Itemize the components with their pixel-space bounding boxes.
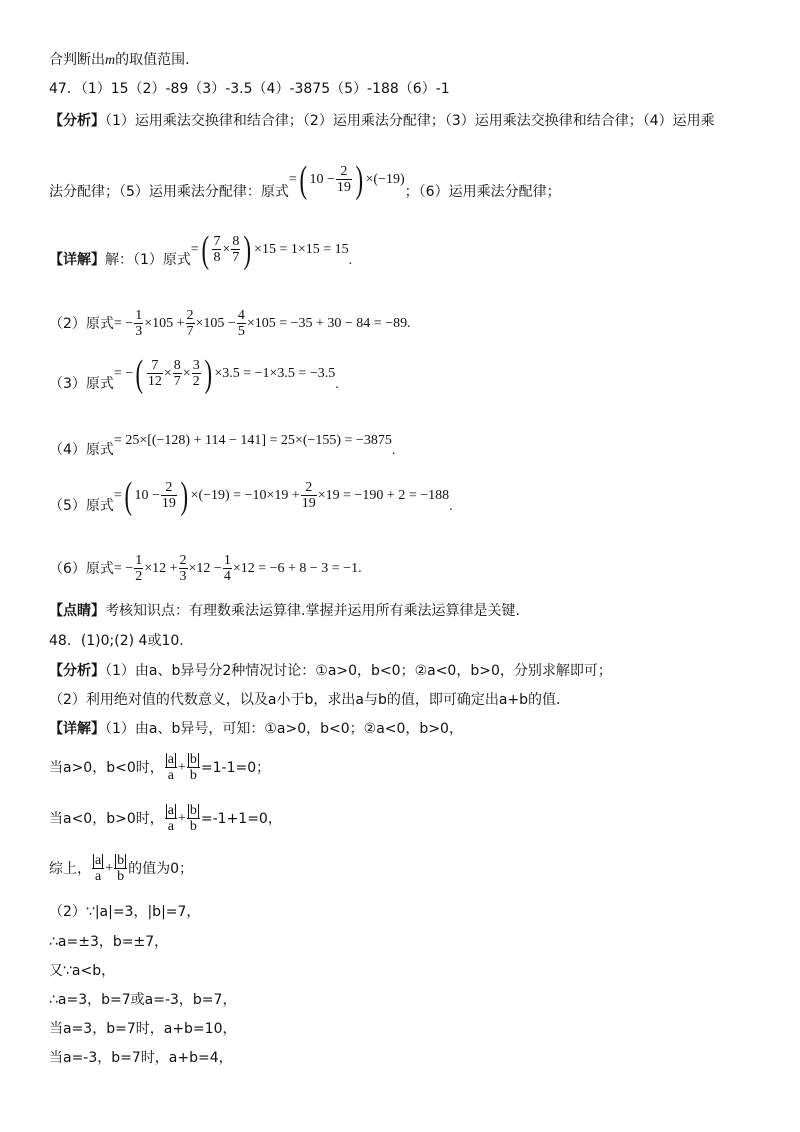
fraction: [92, 854, 104, 884]
text: （1）由a、b异号分2种情况讨论：①a>0，b<0；②a<0，b>0，分别求解即可；: [105, 663, 612, 679]
paren-left: (: [135, 352, 144, 395]
detail-47-4: [49, 430, 770, 470]
denominator: 19: [336, 179, 351, 195]
text: 解：（1）原式: [105, 252, 191, 268]
eq-sign: =: [288, 172, 297, 187]
abs-b: b: [189, 751, 197, 767]
fraction: [192, 359, 201, 389]
text: （3）原式: [49, 376, 114, 392]
period: .: [407, 316, 411, 331]
denominator: 4: [223, 568, 231, 584]
fraction: [147, 359, 163, 389]
analysis-48-line2: （2）利用绝对值的代数意义，以及a小于b，求出a与b的值，即可确定出a+b的值.: [49, 692, 561, 708]
analysis-47-line1: [49, 111, 770, 131]
detail-48-line7: 又∵a<b，: [49, 963, 116, 979]
numerator: 2: [340, 163, 348, 179]
numerator: 2: [186, 307, 194, 323]
abs-ratio-formula: [91, 849, 128, 889]
paren-left: (: [201, 228, 209, 271]
text: ×15 = 1×15 = 15: [254, 242, 349, 257]
denominator: 2: [135, 568, 143, 584]
numerator: [165, 753, 177, 767]
detail-47-5: [49, 474, 770, 530]
text: 10 −: [309, 172, 335, 187]
paren-right: ): [355, 158, 363, 201]
tag-detail: 【详解】: [49, 252, 105, 268]
text: ×12 = −6 + 8 − 3 = −1: [232, 561, 359, 576]
text: 综上，: [49, 861, 91, 877]
detail-48-line2: [49, 748, 770, 788]
detail-48-line6: ∴a=±3，b=±7，: [49, 934, 169, 950]
text: （2）原式: [49, 316, 114, 332]
text: 法分配律；（5）运用乘法分配律：原式: [49, 184, 289, 200]
denominator: 7: [186, 323, 194, 339]
detail-48-line3: [49, 799, 770, 839]
numerator: [165, 804, 177, 818]
paren-right: ): [204, 352, 212, 395]
formula-3: [114, 350, 335, 398]
detail-48-line8: ∴a=3，b=7或a=-3，b=7，: [49, 992, 237, 1008]
abs-b: b: [117, 852, 125, 868]
plus: +: [105, 861, 114, 876]
detail-48-line4: [49, 849, 770, 889]
fraction: [165, 753, 177, 783]
denominator: 2: [192, 373, 200, 389]
text: ×105 = −35 + 30 − 84 = −89: [246, 316, 408, 331]
numerator: 2: [305, 479, 313, 495]
eq-sign: =: [190, 242, 199, 257]
text: （1）运用乘法交换律和结合律；（2）运用乘法分配律；（3）运用乘法交换律和结合律；（4）运用乘: [105, 113, 715, 129]
abs-a: a: [167, 751, 174, 767]
numerator: 1: [223, 552, 231, 568]
numerator: 2: [165, 479, 173, 495]
formula-5: [114, 472, 449, 520]
text: = −: [113, 561, 134, 576]
formula-4: = 25×[(−128) + 114 − 141] = 25×(−155) = −3875: [113, 433, 392, 448]
text: 的取值范围.: [115, 52, 190, 68]
denominator: 5: [237, 323, 245, 339]
text-line-range: [49, 50, 770, 71]
text: =1-1=0；: [200, 760, 271, 776]
detail-47-6: [49, 549, 770, 589]
analysis-47-line2: [49, 158, 770, 214]
period: .: [391, 443, 396, 458]
text: ×12 +: [144, 561, 178, 576]
numerator: 8: [232, 233, 240, 249]
numerator: 2: [179, 552, 187, 568]
abs-ratio-formula: [164, 748, 201, 788]
paren-left: (: [299, 158, 307, 201]
plus: +: [177, 760, 186, 775]
fraction: [231, 235, 240, 265]
period: .: [358, 561, 362, 576]
fraction: [336, 165, 352, 195]
denominator: a: [165, 767, 177, 783]
numerator: 8: [173, 357, 181, 373]
numerator: 7: [151, 357, 159, 373]
text: ×: [222, 242, 231, 257]
text: ×105 +: [144, 316, 185, 331]
numerator: 7: [213, 233, 221, 249]
text: （5）原式: [49, 498, 114, 514]
fraction: [187, 753, 200, 783]
text: ×: [163, 366, 172, 381]
var-m: m: [105, 53, 116, 68]
text: ×(−19): [365, 172, 405, 187]
fraction: [173, 359, 182, 389]
abs-a: a: [167, 802, 174, 818]
answer-47: 47．（1）15（2）-89（3）-3.5（4）-3875（5）-188（6）-1: [49, 81, 450, 97]
text: 合判断出: [49, 52, 105, 68]
formula-fx5: [289, 158, 405, 202]
eq-sign: =: [113, 488, 122, 503]
numerator: [92, 854, 104, 868]
denominator: 7: [173, 373, 181, 389]
paren-left: (: [124, 474, 132, 517]
fraction: [134, 309, 143, 339]
text: ×(−19) = −10×19 +: [190, 488, 300, 503]
text: （1）由a、b异号，可知：①a>0，b<0；②a<0，b>0，: [105, 721, 463, 737]
text: ×: [182, 366, 191, 381]
formula-2: [114, 304, 411, 344]
numerator: [187, 804, 200, 818]
text: ；（6）运用乘法分配律；: [404, 184, 561, 200]
detail-48-line1: [49, 719, 770, 739]
numerator: 4: [237, 307, 245, 323]
text: ×12 −: [188, 561, 222, 576]
denominator: b: [187, 767, 200, 783]
numerator: 1: [135, 307, 143, 323]
tag-analysis: 【分析】: [49, 113, 105, 129]
fraction: [212, 235, 221, 265]
tag-keypoint: 【点睛】: [49, 603, 105, 619]
denominator: b: [114, 868, 127, 884]
formula-6: [114, 549, 362, 589]
text: 当a<0，b>0时，: [49, 811, 164, 827]
detail-47-3: [49, 352, 770, 408]
fraction: [301, 481, 317, 511]
period: .: [335, 377, 339, 392]
text: ×105 −: [195, 316, 236, 331]
abs-b: b: [189, 802, 197, 818]
paren-right: ): [243, 228, 252, 271]
text: = −: [113, 316, 134, 331]
text: （4）原式: [49, 442, 114, 458]
period: .: [449, 499, 453, 514]
denominator: 3: [135, 323, 143, 339]
text: = −: [113, 366, 134, 381]
tag-detail: 【详解】: [49, 721, 105, 737]
paren-right: ): [180, 474, 189, 517]
fraction: [187, 804, 200, 834]
detail-47-2: [49, 304, 770, 344]
formula-1: [191, 226, 349, 274]
fraction: [114, 854, 127, 884]
plus: +: [177, 811, 186, 826]
text: ×3.5 = −1×3.5 = −3.5: [214, 366, 336, 381]
detail-48-line10: 当a=-3，b=7时，a+b=4，: [49, 1050, 233, 1066]
numerator: 3: [192, 357, 200, 373]
numerator: [187, 753, 200, 767]
text: ×19 = −190 + 2 = −188: [317, 488, 450, 503]
fraction: [165, 804, 177, 834]
detail-48-line5: （2）∵|a|=3，|b|=7，: [49, 904, 201, 920]
denominator: 3: [179, 568, 187, 584]
text: =-1+1=0，: [200, 811, 282, 827]
fraction: [186, 309, 195, 339]
denominator: 8: [213, 249, 221, 265]
fraction: [134, 554, 143, 584]
abs-a: a: [95, 852, 102, 868]
numerator: [114, 854, 127, 868]
numerator: 1: [135, 552, 143, 568]
denominator: a: [165, 818, 177, 834]
denominator: 7: [232, 249, 240, 265]
text: 考核知识点：有理数乘法运算律.掌握并运用所有乘法运算律是关键.: [105, 603, 520, 619]
fraction: [237, 309, 246, 339]
denominator: 12: [147, 373, 162, 389]
abs-ratio-formula: [164, 799, 201, 839]
fraction: [223, 554, 232, 584]
detail-47-1: [49, 228, 770, 284]
denominator: b: [187, 818, 200, 834]
text: 当a>0，b<0时，: [49, 760, 164, 776]
analysis-48-line1: [49, 661, 770, 681]
denominator: 19: [301, 495, 316, 511]
text: 10 −: [134, 488, 160, 503]
fraction: [161, 481, 177, 511]
answer-48: 48．(1)0;(2) 4或10.: [49, 633, 184, 649]
denominator: 19: [161, 495, 176, 511]
keypoint-47: [49, 601, 770, 621]
detail-48-line9: 当a=3，b=7时，a+b=10，: [49, 1021, 237, 1037]
text: （6）原式: [49, 561, 114, 577]
period: .: [348, 253, 353, 268]
tag-analysis: 【分析】: [49, 663, 105, 679]
fraction: [179, 554, 188, 584]
text: 的值为0；: [128, 861, 194, 877]
denominator: a: [92, 868, 104, 884]
